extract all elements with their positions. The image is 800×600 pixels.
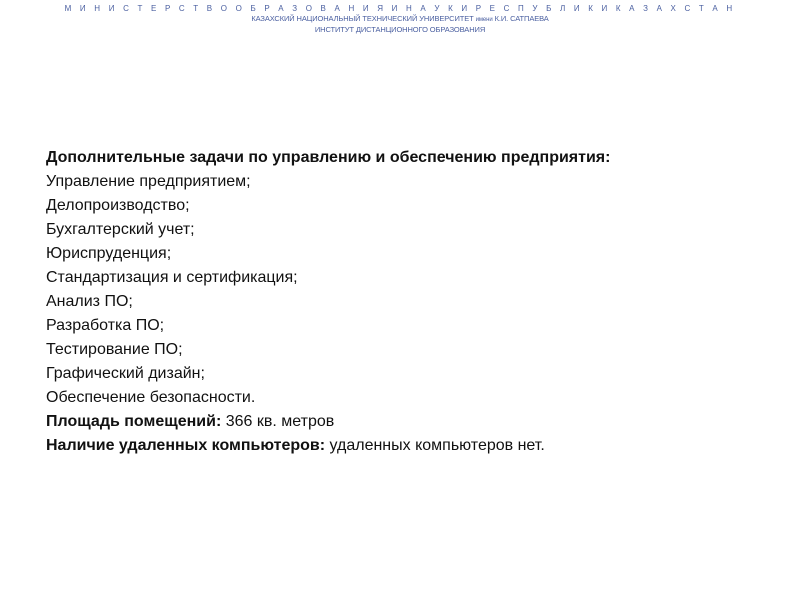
remote-line xyxy=(46,434,786,458)
university-prefix: КАЗАХСКИЙ НАЦИОНАЛЬНЫЙ ТЕХНИЧЕСКИЙ УНИВЕРСИТЕТ xyxy=(251,14,474,23)
university-name: К.И. САТПАЕВА xyxy=(494,14,549,23)
remote-value: удаленных компьютеров нет. xyxy=(325,437,545,454)
slide-content xyxy=(46,146,786,458)
task-item: Делопроизводство; xyxy=(46,197,190,214)
task-item: Управление предприятием; xyxy=(46,173,251,190)
task-item: Стандартизация и сертификация; xyxy=(46,269,298,286)
university-title xyxy=(0,14,800,25)
task-item: Юриспруденция; xyxy=(46,245,172,262)
area-value: 366 кв. метров xyxy=(221,413,335,430)
area-line xyxy=(46,410,786,434)
task-item: Бухгалтерский учет; xyxy=(46,221,195,238)
institute-title: ИНСТИТУТ ДИСТАНЦИОННОГО ОБРАЗОВАНИЯ xyxy=(314,25,486,34)
task-item: Графический дизайн; xyxy=(46,365,205,382)
task-item: Разработка ПО; xyxy=(46,317,165,334)
ministry-title: М И Н И С Т Е Р С Т В О О Б Р А З О В А Н И Я И Н А У К И Р Е С П У Б Л И К И К А З А Х С Т А Н xyxy=(64,4,736,13)
task-item: Обеспечение безопасности. xyxy=(46,389,256,406)
slide-header xyxy=(0,4,800,35)
content-heading: Дополнительные задачи по управлению и обеспечению предприятия: xyxy=(46,149,611,166)
area-label: Площадь помещений: xyxy=(46,413,222,430)
remote-label: Наличие удаленных компьютеров: xyxy=(46,437,326,454)
task-item: Тестирование ПО; xyxy=(46,341,183,358)
university-imeni: имени xyxy=(475,17,493,23)
task-item: Анализ ПО; xyxy=(46,293,133,310)
